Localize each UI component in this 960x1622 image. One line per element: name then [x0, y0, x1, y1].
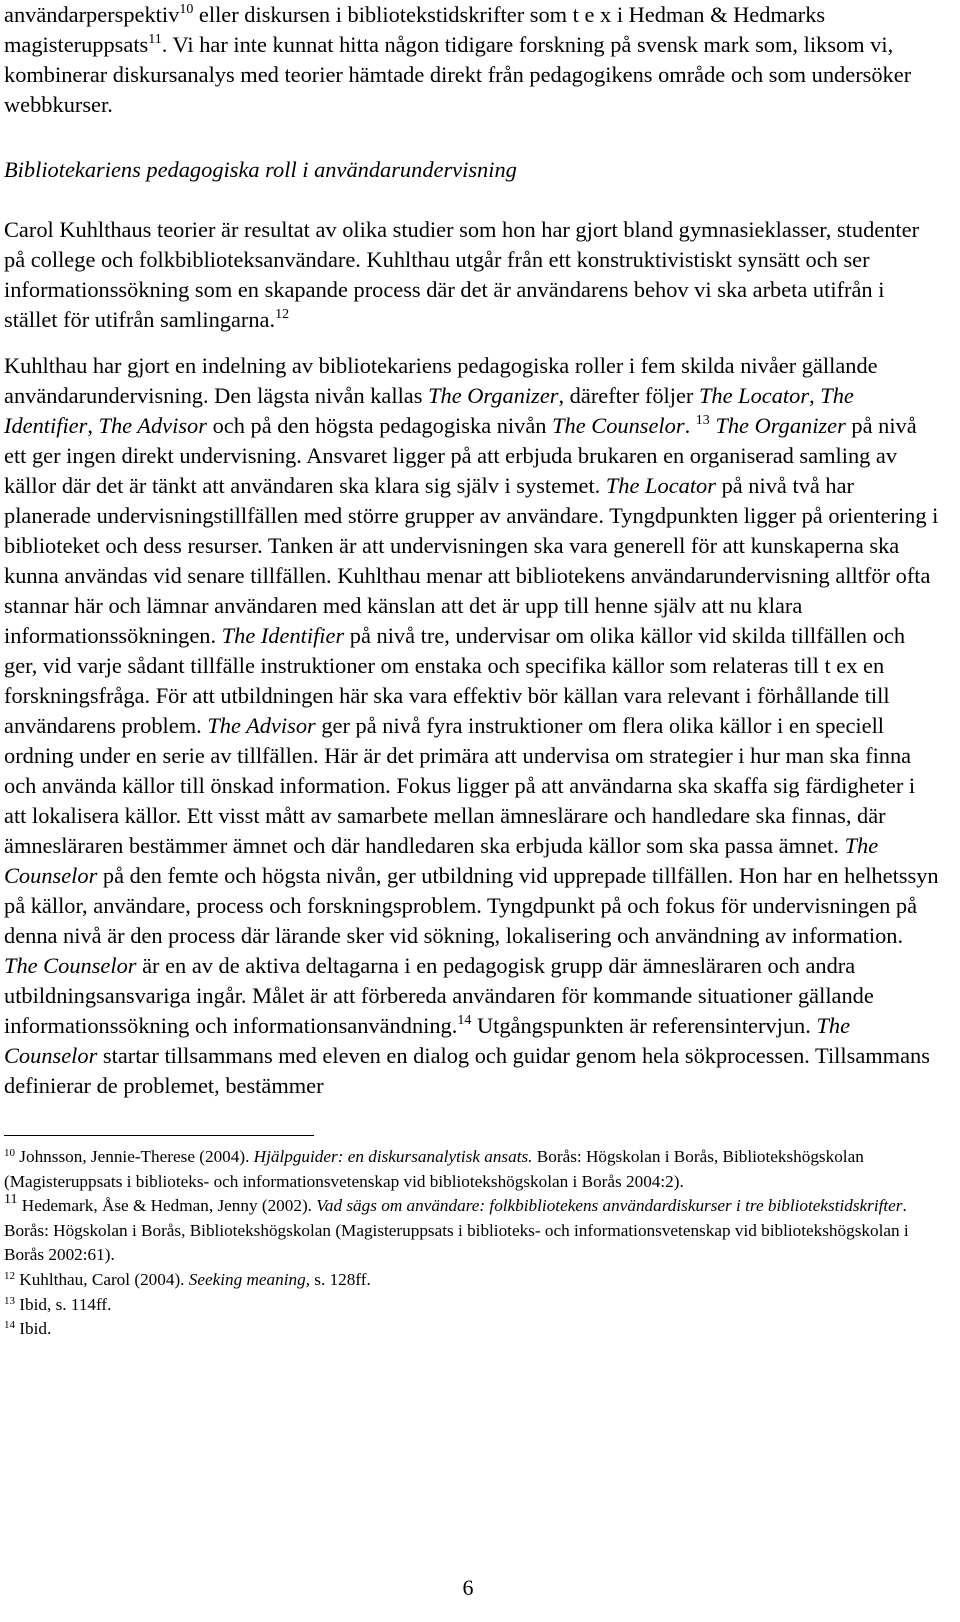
term-counselor: The Counselor: [4, 1013, 851, 1068]
intro-text: användarperspektiv: [4, 2, 180, 27]
footnote-ref-11[interactable]: 11: [148, 32, 162, 47]
footnote-ref-12[interactable]: 12: [275, 307, 290, 322]
intro-text: . Vi har inte kunnat hitta någon tidigare forskning på svensk mark som, liksom vi, kombinerar diskursanalys med teorier hämtade direkt från pedagogikens område och som undersöker webbkurser.: [4, 32, 912, 117]
intro-text: eller diskursen i bibliotekstidskrifter som t e x i Hedman & Hedmarks magisteruppsats: [4, 2, 826, 57]
footnotes: [4, 1145, 939, 1342]
footnote-14: [4, 1317, 939, 1342]
footnote-text: s. 128ff.: [310, 1269, 371, 1289]
paragraph-roles: [4, 351, 939, 1101]
footnote-title: Seeking meaning,: [188, 1269, 310, 1289]
intro-paragraph: [4, 0, 939, 120]
term-advisor: The Advisor: [98, 413, 207, 438]
page-number: 6: [462, 1575, 474, 1600]
body-text: [4, 0, 939, 1101]
footnote-title: Vad sägs om användare: folkbibliotekens användardiskurser i tre bibliotekstidskrifter: [316, 1196, 903, 1216]
paragraph-kuhlthau-theories: [4, 215, 939, 335]
paragraph-text: ,: [87, 413, 99, 438]
term-counselor: The Counselor: [4, 833, 879, 888]
paragraph-text: och på den högsta pedagogiska nivån: [206, 413, 553, 438]
footnote-13: [4, 1293, 939, 1318]
paragraph-text: , därefter följer: [558, 383, 699, 408]
footnote-10: [4, 1145, 939, 1194]
term-identifier: The Identifier: [221, 623, 345, 648]
paragraph-text: på nivå två har planerade undervisningstillfällen med större grupper av användare. Tyngdpunkten ligger på orientering i biblioteket och dess resurser. Tanken är att undervisningen ska vara generell för att kunskaperna ska kunna användas vid senare tillfällen. Kuhlthau menar att bibliotekens användarundervisning alltför ofta stannar här och lämnar användaren med känslan att det är upp till henne själv att nu klara informationssökningen.: [4, 473, 939, 648]
term-identifier: The Identifier: [4, 383, 854, 438]
footnote-text: . Borås: Högskolan i Borås, Bibliotekshögskolan (Magisteruppsats i biblioteks- och informationsvetenskap vid bibliotekshögskolan i Borås 2002:61).: [4, 1196, 909, 1265]
term-advisor: The Advisor: [207, 713, 316, 738]
footnote-ref-14[interactable]: 14: [457, 1013, 472, 1028]
paragraph-text: .: [684, 413, 696, 438]
document-page: [4, 0, 939, 1342]
footnote-11: [4, 1194, 939, 1268]
term-locator: The Locator: [605, 473, 716, 498]
footnote-text: Ibid, s. 114ff.: [15, 1294, 112, 1314]
footnote-text: Johnsson, Jennie-Therese (2004).: [15, 1147, 254, 1166]
footnote-ref-10[interactable]: 10: [179, 2, 194, 17]
footnote-text: Hedemark, Åse & Hedman, Jenny (2002).: [17, 1196, 317, 1216]
paragraph-text: Kuhlthau har gjort en indelning av bibliotekariens pedagogiska roller i fem skilda nivåer gällande användarundervisning. Den lägsta nivån kallas: [4, 353, 878, 408]
footnote-title: Hjälpguider: en diskursanalytisk ansats.: [253, 1147, 533, 1166]
term-counselor: The Counselor: [4, 953, 137, 978]
paragraph-text: Utgångspunkten är referensintervjun.: [471, 1013, 817, 1038]
footnote-text: Ibid.: [15, 1319, 52, 1339]
term-counselor: The Counselor: [552, 413, 685, 438]
term-organizer: The Organizer: [715, 413, 846, 438]
footnote-ref-13[interactable]: 13: [695, 413, 710, 428]
footnote-number: 14: [4, 1319, 15, 1332]
footnote-separator: [4, 1135, 314, 1136]
footnote-number: 11: [4, 1192, 18, 1208]
paragraph-text: Carol Kuhlthaus teorier är resultat av olika studier som hon har gjort bland gymnasieklasser, studenter på college och folkbiblioteksanvändare. Kuhlthau utgår från ett konstruktivistiskt synsätt och ser informationssökning som en skapande process där det är användarens behov vi ska arbeta utifrån i stället för utifrån samlingarna.: [4, 217, 920, 332]
paragraph-text: på nivå tre, undervisar om olika källor vid skilda tillfällen och ger, vid varje sådant tillfälle instruktioner om enstaka och specifika källor som relateras till t ex en forskningsfråga. För att utbildningen här ska vara effektiv bör källan vara relevant i förhållande till användarens problem.: [4, 623, 906, 738]
footnote-text: Kuhlthau, Carol (2004).: [15, 1269, 189, 1289]
footnote-number: 10: [4, 1147, 15, 1159]
footnote-text: Borås: Högskolan i Borås, Bibliotekshögskolan (Magisteruppsats i biblioteks- och informationsvetenskap vid bibliotekshögskolan i Borås 2004:2).: [4, 1147, 864, 1191]
footnote-12: [4, 1268, 939, 1293]
paragraph-text: på nivå ett ger ingen direkt undervisning. Ansvaret ligger på att erbjuda brukaren en organiserad samling av källor där det är tänkt att användaren ska klara sig själv i systemet.: [4, 413, 917, 498]
paragraph-text: ,: [809, 383, 821, 408]
paragraph-text: startar tillsammans med eleven en dialog och guidar genom hela sökprocessen. Tillsammans definierar de problemet, bestämmer: [4, 1043, 930, 1098]
footnote-number: 12: [4, 1269, 15, 1282]
paragraph-text: är en av de aktiva deltagarna i en pedagogisk grupp där ämnesläraren och andra utbildningsansvariga ingår. Målet är att förbereda användaren för kommande situationer gällande informationssökning och informationsanvändning.: [4, 953, 874, 1038]
term-organizer: The Organizer: [428, 383, 559, 408]
paragraph-text: ger på nivå fyra instruktioner om flera olika källor i en speciell ordning under en serie av tillfällen. Här är det primära att undervisa om strategier i hur man ska finna och använda källor till önskad information. Fokus ligger på att användarna ska skaffa sig färdigheter i att lokalisera källor. Ett visst mått av samarbete mellan ämneslärare och handledare ska finnas, där ämnesläraren bestämmer ämnet och där handledaren ska erbjuda källor som ska passa ämnet.: [4, 713, 916, 858]
footnote-number: 13: [4, 1294, 15, 1307]
section-heading: Bibliotekariens pedagogiska roll i användarundervisning: [4, 157, 517, 182]
paragraph-text: på den femte och högsta nivån, ger utbildning vid upprepade tillfällen. Hon har en helhetssyn på källor, användare, process och forskningsproblem. Tyngdpunkt på och fokus för undervisningen på denna nivå är den process där lärande sker vid sökning, lokalisering och användning av information.: [4, 863, 939, 948]
term-locator: The Locator: [698, 383, 810, 408]
